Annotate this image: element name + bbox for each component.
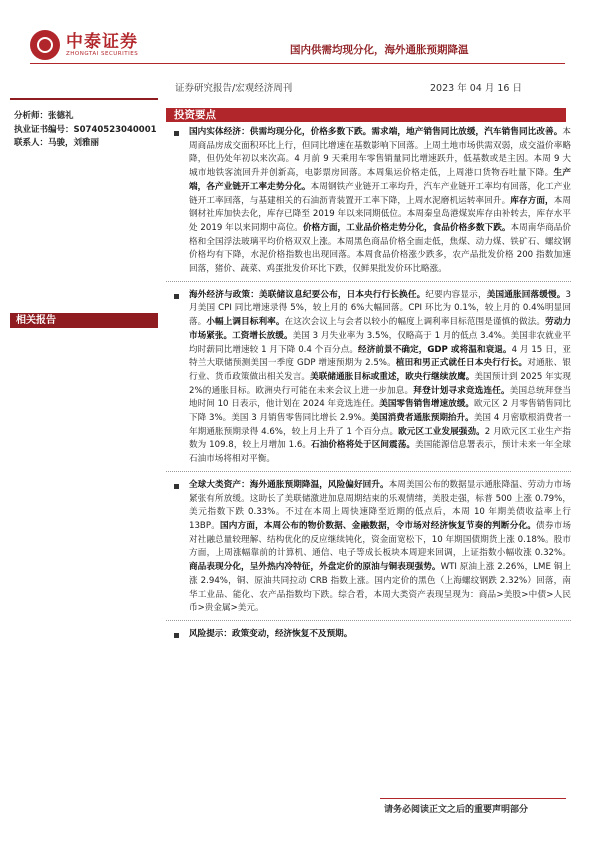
related-reports-header: 相关报告 (10, 313, 158, 328)
license-label: 执业证书编号： (14, 124, 74, 135)
square-bullet-icon (174, 484, 179, 489)
key-point-body: 美国 4 月密歇根消费者一年期通胀预期录得 4.6%，较上月上升了 1 个百分点。 (189, 413, 571, 437)
key-point-body: 在这次会议上与会者以较小的幅度上调利率目标范围是谨慎的做法。 (284, 317, 546, 328)
key-point-body: 本周美国公布的数据显示通胀降温、劳动力市场紧张有所放缓。这助长了美联储激进加息周期结束的乐观情绪，美股走强，标普 500 上涨 0.79%，美元指数下跌 0.33%。不过在本周上周快速降至近期的低点后，本周 10 年期美债收益率上行 13BP。 (189, 479, 571, 531)
footer-disclaimer: 请务必阅读正文之后的重要声明部分 (384, 805, 529, 815)
key-point-emphasis: 石油价格将处于区间震荡。 (311, 440, 416, 451)
report-date: 2023 年 04 月 16 日 (430, 83, 522, 94)
key-point-body: 美国总统拜登当地时间 10 日表示，他计划在 2024 年竞选连任。 (189, 385, 571, 410)
license-value: S0740523040001 (73, 124, 157, 135)
square-bullet-icon (174, 633, 179, 638)
zhongtai-logo-icon (30, 30, 60, 60)
key-points (166, 126, 571, 642)
key-point-emphasis: 美国通胀回落缓慢。 (486, 289, 566, 300)
key-point-emphasis: 商品表现分化，呈外热内冷特征，外盘定价的原油与铜表现强势。 (189, 562, 441, 573)
square-bullet-icon (174, 294, 179, 299)
license-line (14, 124, 158, 138)
key-point-body: 本周钢材社库加快去化，库存已降至 2019 年以来同期低位。本周秦皇岛港煤炭库存由补转去，库存水平处 2019 年以来同期中高位。 (189, 195, 571, 233)
block-divider (166, 281, 571, 283)
key-point-block (166, 126, 571, 277)
section-title: 投资要点 (174, 109, 216, 121)
analyst-line (14, 110, 158, 124)
key-point-emphasis: 美联储通胀目标或重述，欧央行继续放鹰。 (310, 371, 475, 382)
key-point-text (189, 289, 571, 467)
key-point-emphasis: 风险提示：政策变动，经济恢复不及预期。 (189, 628, 353, 639)
brand-name-en: ZHONGTAI SECURITIES (66, 50, 139, 57)
key-point-text (189, 479, 571, 616)
key-point-body: 本周南华商品价格和全国浮法玻璃平均价格双双上涨。本周黑色商品价格全面走低，焦煤、动力煤、铁矿石、螺纹钢价格均有下降，水泥价格指数也出现回落。本周食品价格涨少跌多，农产品批发价格 200 指数加速回落，猪价、蔬菜、鸡蛋批发价环比下跌，仅鲜果批发价环比略涨。 (189, 222, 571, 275)
key-point-body: 3 月美国 CPI 同比增速录得 5%，较上月的 6%大幅回落。CPI 环比为 0.1%，较上月的 0.4%明显回落。 (189, 289, 571, 328)
key-point-body: 对通胀、银行业、货币政策做出相关发言。 (189, 358, 571, 382)
header-divider (30, 63, 565, 64)
key-point-body: 债券市场对社融总量较理解、结构优化的反应继续钝化，资金面宽松下，10 年期国债期货上涨 0.18%。股市方面，上周涨幅靠前的计算机、通信、电子等成长板块本周迎来回调，上证指数小幅收涨 0.32%。 (189, 520, 571, 559)
key-point-emphasis: 劳动力市场紧张。工资增长放缓。 (189, 317, 571, 341)
key-point-block (166, 628, 571, 642)
key-point-body: 美国能源信息署表示，预计未来一年全球石油市场将相对平衡。 (189, 440, 571, 465)
contact-label: 联系人： (14, 138, 49, 148)
key-point-emphasis: 价格方面，工业品价格走势分化，食品价格多数下跌。 (302, 222, 511, 233)
key-point-body: 2 月欧元区工业生产指数为 109.8，较上月增加 1.6。 (189, 426, 571, 451)
key-point-emphasis: 国内实体经济：供需均现分化，价格多数下跌。需求端，地产销售同比放缓，汽车销售同比改善。 (189, 127, 563, 137)
key-point-text (189, 126, 571, 277)
key-point-emphasis: 欧元区工业发展强劲。 (398, 426, 485, 437)
analyst-value: 张德礼 (48, 111, 74, 121)
analyst-label: 分析师： (14, 111, 49, 121)
square-bullet-icon (174, 131, 179, 136)
key-point-emphasis: 拜登计划寻求竞选连任。 (413, 385, 510, 396)
key-point-body: 欧元区 2 月零售销售同比下降 3%。美国 3 月销售零售同比增长 2.9%。 (189, 399, 571, 424)
block-divider (166, 471, 571, 473)
block-divider (166, 620, 571, 622)
analyst-panel (10, 98, 158, 151)
key-point-body: 美国 3 月失业率为 3.5%，仅略高于 1 月的低点 3.4%。美国非农就业平均时薪同比增速较 1 月下降 0.4 个百分点。 (189, 330, 571, 355)
key-point-emphasis: 国内方面，本周公布的物价数据、金融数据，令市场对经济恢复节奏的判断分化。 (219, 520, 537, 531)
key-point-block (166, 289, 571, 467)
key-point-emphasis: 生产端，各产业链开工率走势分化。 (189, 168, 571, 192)
key-point-emphasis: 美国消费者通胀预期抬升。 (370, 413, 474, 424)
key-point-emphasis: 美国零售销售增速放缓。 (379, 399, 474, 410)
footer-divider (380, 798, 566, 799)
contact-value: 马骏，刘雅丽 (48, 138, 100, 148)
key-point-emphasis: 海外经济与政策：美联储议息纪要公布，日本央行行长换任。 (189, 289, 426, 300)
contact-line (14, 137, 158, 151)
key-point-block (166, 479, 571, 616)
key-point-text (189, 628, 571, 642)
section-header-bar (166, 108, 566, 122)
key-point-emphasis: 全球大类资产：海外通胀预期降温，风险偏好回升。 (189, 479, 389, 490)
report-type: 证券研究报告/宏观经济周刊 (175, 83, 293, 94)
key-point-body: 本周钢铁产业链开工率均升，汽车产业链开工率均有回落，化工产业链开工率回落，与基建相关的石油沥青装置开工率下降，上周水泥磨机运转率回升。 (189, 181, 571, 206)
key-point-emphasis: 小幅上调目标利率。 (206, 317, 285, 328)
key-point-emphasis: 经济前景不确定，GDP 或将温和衰退。 (358, 344, 512, 355)
key-point-emphasis: 库存方面， (510, 195, 554, 206)
key-point-body: 美国预计到 2025 年实现 2%的通胀目标。欧洲央行可能在未来会议上进一步加息。 (189, 371, 571, 396)
analyst-panel-rule (10, 98, 158, 100)
page-title: 国内供需均现分化，海外通胀预期降温 (290, 44, 469, 56)
key-point-body: 4 月 15 日，亚特兰大联储预测美国一季度 GDP 增速预期为 2.5%。 (189, 344, 572, 369)
key-point-body: WTI 原油上涨 2.26%，LME 铜上涨 2.94%，铜、原油共同拉动 CRB 指数上涨。国内定价的黑色（上海螺纹钢跌 2.32%）回落，南华工业品、能化、农产品指数均下跌。综合看，本周大类资产表现呈现为：商品>美股>中债>人民币>贵金属>美元。 (189, 562, 571, 614)
brand-name-cn: 中泰证券 (66, 31, 138, 52)
key-point-emphasis: 植田和男正式就任日本央行行长。 (395, 358, 528, 369)
key-point-body: 本周商品房成交面积环比上行，但同比增速在基数影响下回落。上周土地市场供需双弱，成交溢价率略降，但仍处年初以来次高。4 月前 9 天乘用车零售销量同比增速跃升，低基数或是主因。本周 9 大城市地铁客流回升并创新高，电影票房回落。本周集运价格走低，上周港口货物吞吐量下降。 (189, 127, 571, 179)
key-point-body: 纪要内容显示， (425, 289, 487, 300)
brand-logo (30, 30, 138, 60)
